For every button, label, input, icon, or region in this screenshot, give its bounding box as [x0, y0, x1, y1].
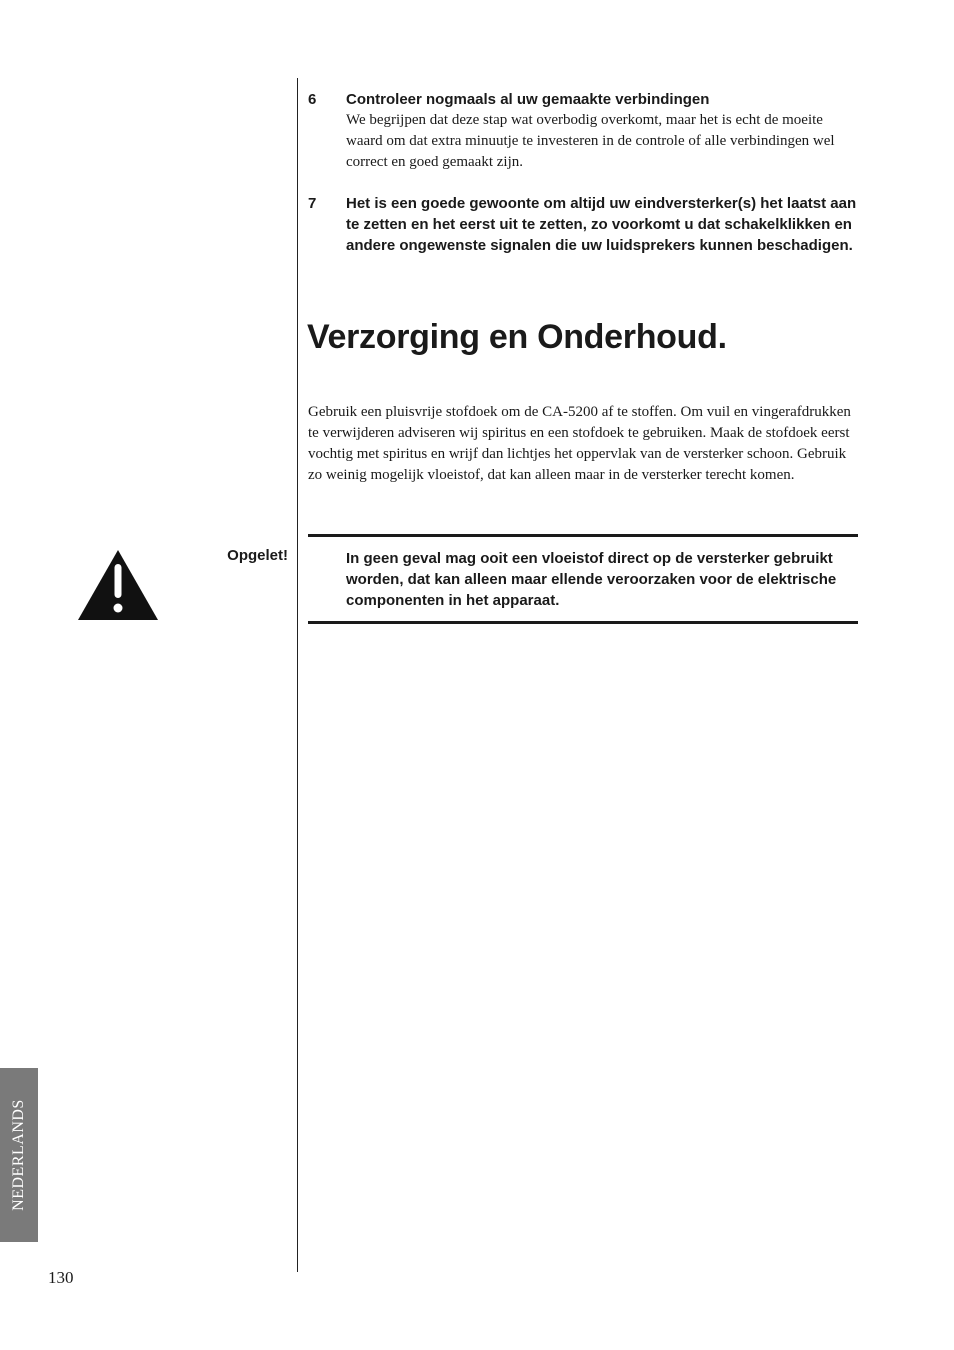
- warning-rule-bottom: [308, 621, 858, 624]
- step-heading: Controleer nogmaals al uw gemaakte verbindingen: [346, 91, 710, 108]
- warning-rule-top: [308, 534, 858, 537]
- step-number: 6: [308, 91, 317, 108]
- step-text: We begrijpen dat deze stap wat overbodig overkomt, maar het is echt de moeite waard om dat extra minuutje te investeren in de controle of alle verbindingen wel correct en goed gemaakt zijn.: [346, 112, 835, 170]
- warning-triangle-icon: [76, 548, 160, 622]
- language-tab: [0, 1068, 38, 1242]
- warning-text: In geen geval mag ooit een vloeistof direct op de versterker gebruikt worden, dat kan alleen maar ellende veroorzaken voor de elektrische componenten in het apparaat.: [346, 550, 837, 609]
- column-divider: [297, 78, 298, 1272]
- warning-label: Opgelet!: [227, 547, 288, 564]
- page-number: 130: [48, 1268, 74, 1287]
- step-heading: Het is een goede gewoonte om altijd uw eindversterker(s) het laatst aan te zetten en het eerst uit te zetten, zo voorkomt u dat schakelklikken en andere ongewenste signalen die uw luidsprekers kunnen beschadigen.: [346, 195, 857, 254]
- step-6: [308, 89, 860, 173]
- language-tab-label: NEDERLANDS: [10, 1099, 27, 1211]
- section-title: Verzorging en Onderhoud.: [307, 318, 727, 356]
- step-7: [308, 193, 860, 256]
- step-number: 7: [308, 195, 317, 212]
- section-paragraph: Gebruik een pluisvrije stofdoek om de CA-5200 af te stoffen. Om vuil en vingerafdrukken te verwijderen adviseren wij spiritus en een stofdoek te gebruiken. Maak de stofdoek eerst vochtig met spiritus en wrijf dan lichtjes het oppervlak van de versterker schoon. Gebruik zo weinig mogelijk vloeistof, dat kan alleen maar in de versterker terecht komen.: [308, 404, 851, 483]
